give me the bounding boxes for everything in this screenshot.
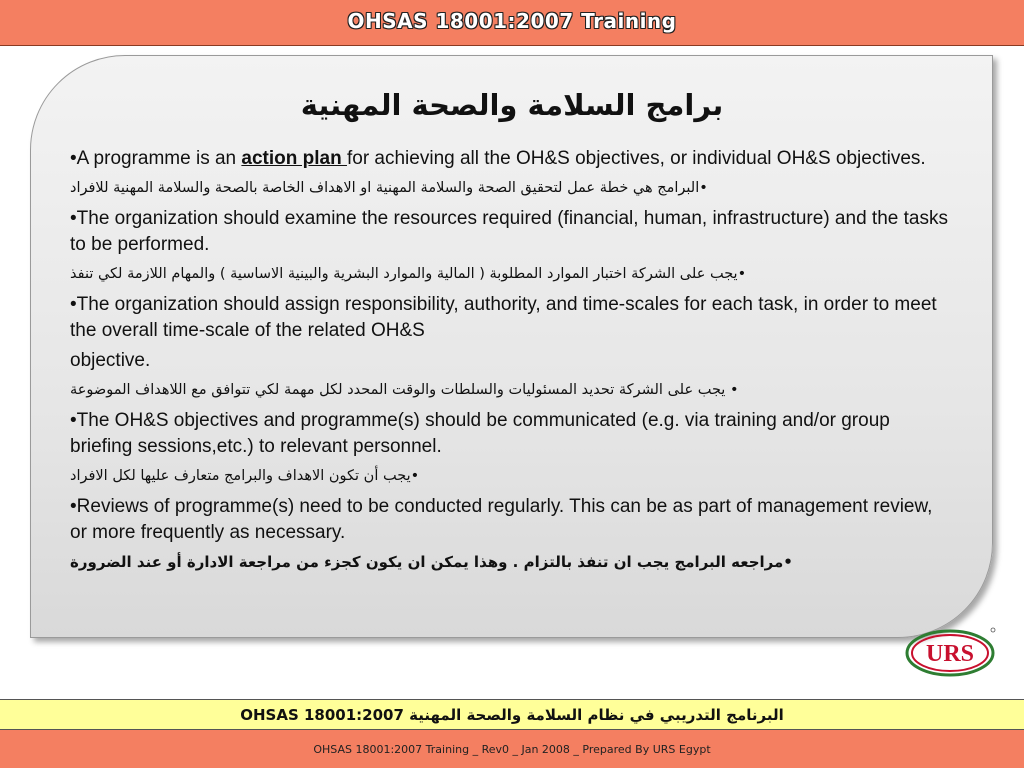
bullet-arabic-2: •يجب على الشركة اختبار الموارد المطلوبة ( المالية والموارد البشرية والبينية الاساسية ) والمهام اللازمة لكي تنفذ bbox=[70, 266, 747, 282]
urs-logo bbox=[903, 622, 999, 682]
bullet-resources: •The organization should examine the resources required (financial, human, infrastructure) and the tasks to be performed. bbox=[70, 208, 948, 255]
slide-header-title: OHSAS 18001:2007 Training bbox=[347, 9, 677, 33]
bullet-reviews: •Reviews of programme(s) need to be conducted regularly. This can be as part of management review, or more frequently as necessary. bbox=[70, 496, 933, 543]
slide-content bbox=[70, 146, 950, 580]
bullet-arabic-4: •يجب أن تكون الاهداف والبرامج متعارف عليها لكل الافراد bbox=[70, 468, 420, 484]
bullet-action-plan bbox=[70, 146, 950, 172]
footer-info-bar bbox=[0, 730, 1024, 768]
top-banner bbox=[0, 0, 1024, 46]
bullet-text: for achieving all the OH&S objectives, or individual OH&S objectives. bbox=[346, 148, 926, 169]
emphasis-action-plan: action plan bbox=[241, 148, 347, 169]
bullet-communication: •The OH&S objectives and programme(s) should be communicated (e.g. via training and/or group briefing sessions,etc.) to relevant personnel. bbox=[70, 410, 890, 457]
footer-title: البرنامج التدريبي في نظام السلامة والصحة المهنية OHSAS 18001:2007 bbox=[240, 705, 784, 724]
slide-title: برامج السلامة والصحة المهنية bbox=[300, 88, 724, 122]
bullet-responsibility-cont: objective. bbox=[70, 350, 151, 371]
bullet-responsibility: •The organization should assign responsibility, authority, and time-scales for each task, in order to meet the overall time-scale of the related OH&S bbox=[70, 294, 937, 341]
bullet-arabic-1: •البرامج هي خطة عمل لتحقيق الصحة والسلامة المهنية او الاهداف الخاصة بالصحة والسلامة المهنية للافراد bbox=[70, 180, 708, 196]
footer-title-bar bbox=[0, 699, 1024, 730]
logo-text: URS bbox=[925, 641, 975, 667]
bullet-text: •A programme is an bbox=[70, 148, 242, 169]
footer-info: OHSAS 18001:2007 Training _ Rev0 _ Jan 2008 _ Prepared By URS Egypt bbox=[313, 742, 711, 756]
bullet-arabic-3: • يجب على الشركة تحديد المسئوليات والسلطات والوقت المحدد لكل مهمة لكي تتوافق مع اللاهداف الموضوعة bbox=[70, 382, 739, 398]
bullet-arabic-5: •مراجعه البرامج يجب ان تنفذ بالتزام . وهذا يمكن ان يكون كجزء من مراجعة الادارة أو عند الضرورة bbox=[70, 553, 793, 571]
